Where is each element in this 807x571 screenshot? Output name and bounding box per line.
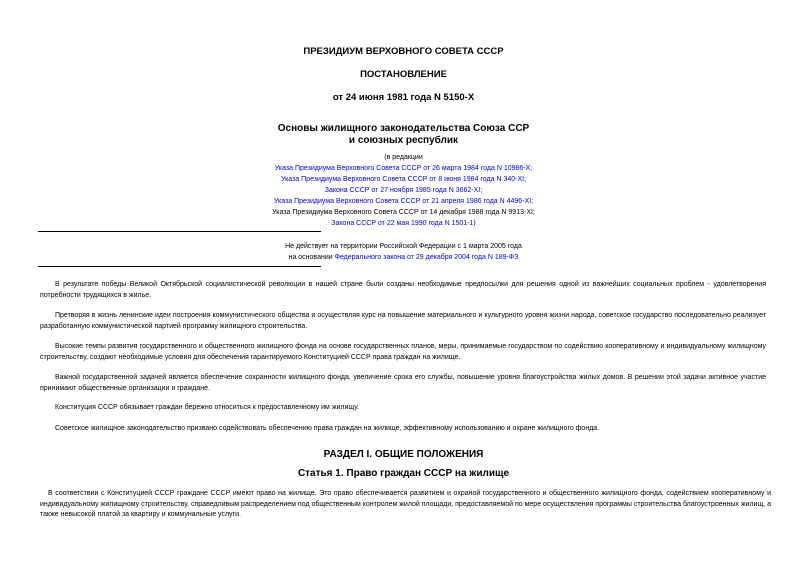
revision-link[interactable]: Закона СССР от 22 мая 1990 года N 1501-1) <box>331 220 476 227</box>
preamble-paragraph: Важной государственной задачей является обеспечение сохранности жилищного фонда, увеличение срока его службы, повышение уровня благоустройства жилых домов. В решении этой задачи активное участие принимают общественные организации и граждане. <box>40 374 766 392</box>
issuing-organization: ПРЕЗИДИУМ ВЕРХОВНОГО СОВЕТА СССР <box>303 46 504 57</box>
preamble-paragraph: Советское жилищное законодательство призвано содействовать обеспечению права граждан на жилище, эффективному использованию и охране жилищного фонда. <box>55 425 600 432</box>
not-in-force-line1: Не действует на территории Российской Федерации с 1 марта 2005 года <box>285 243 522 250</box>
separator-top <box>38 231 321 232</box>
revision-link[interactable]: Указа Президиума Верховного Совета СССР от 8 июня 1984 года N 340-XI; <box>280 176 527 183</box>
article-title: Статья 1. Право граждан СССР на жилище <box>297 468 510 479</box>
preamble-paragraph: Конституция СССР обязывает граждан бережно относиться к предоставленному им жилищу. <box>55 404 359 411</box>
revisions-intro: (в редакции <box>384 154 423 161</box>
revision-link[interactable]: Указа Президиума Верховного Совета СССР от 26 марта 1984 года N 10986-X; <box>274 165 533 172</box>
revision-link[interactable]: Закона СССР от 27 ноября 1985 года N 3662-XI; <box>324 187 483 194</box>
not-in-force-prefix: на основании <box>288 254 335 261</box>
document-title-line1: Основы жилищного законодательства Союза ССР <box>277 123 530 134</box>
separator-bottom <box>38 266 321 267</box>
document-title-line2: и союзных республик <box>348 135 459 146</box>
not-in-force-line2 <box>0 252 807 263</box>
preamble-paragraph: Высокие темпы развития государственного и общественного жилищного фонда на основе государственных планов, меры, принимаемые государством по содействию кооперативному и индивидуальному жилищному строительству, создают необходимые условия для обеспечения гарантируемого Конституцией СССР права граждан на жилище. <box>40 343 766 361</box>
document-type: ПОСТАНОВЛЕНИЕ <box>360 69 447 80</box>
repealing-law-link[interactable]: Федерального закона от 29 декабря 2004 года N 189-ФЗ <box>334 254 519 261</box>
article-text: В соответствии с Конституцией СССР граждане СССР имеют право на жилище. Это право обеспечивается развитием и охраной государственного и общественного жилищного фонда, содействием кооперативному и индивидуальному жилищному строительству, справедливым распределением под общественным контролем жилой площади, предоставляемой по мере осуществления программы строительства благоустроенных жилищ, а также невысокой платой за квартиру и коммунальные услуги. <box>40 490 771 518</box>
preamble-paragraph: В результате победы Великой Октябрьской социалистической революции в нашей стране были созданы необходимые предпосылки для решения одной из важнейших социальных проблем - удовлетворения потребности трудящихся в жилье. <box>40 281 766 299</box>
section-title: РАЗДЕЛ I. ОБЩИЕ ПОЛОЖЕНИЯ <box>323 449 484 460</box>
revision-link[interactable]: Указа Президиума Верховного Совета СССР от 21 апреля 1986 года N 4496-XI; <box>273 198 534 205</box>
revision-text: Указа Президиума Верховного Совета СССР от 14 декабря 1988 года N 9913-XI; <box>272 209 535 216</box>
preamble-paragraph: Претворяя в жизнь ленинские идеи построения коммунистического общества и осуществляя курс на повышение материального и культурного уровня жизни народа, советское государство последовательно реализует разработанную коммунистической партией программу жилищного строительства. <box>40 312 766 330</box>
document-date-number: от 24 июня 1981 года N 5150-X <box>332 92 475 103</box>
